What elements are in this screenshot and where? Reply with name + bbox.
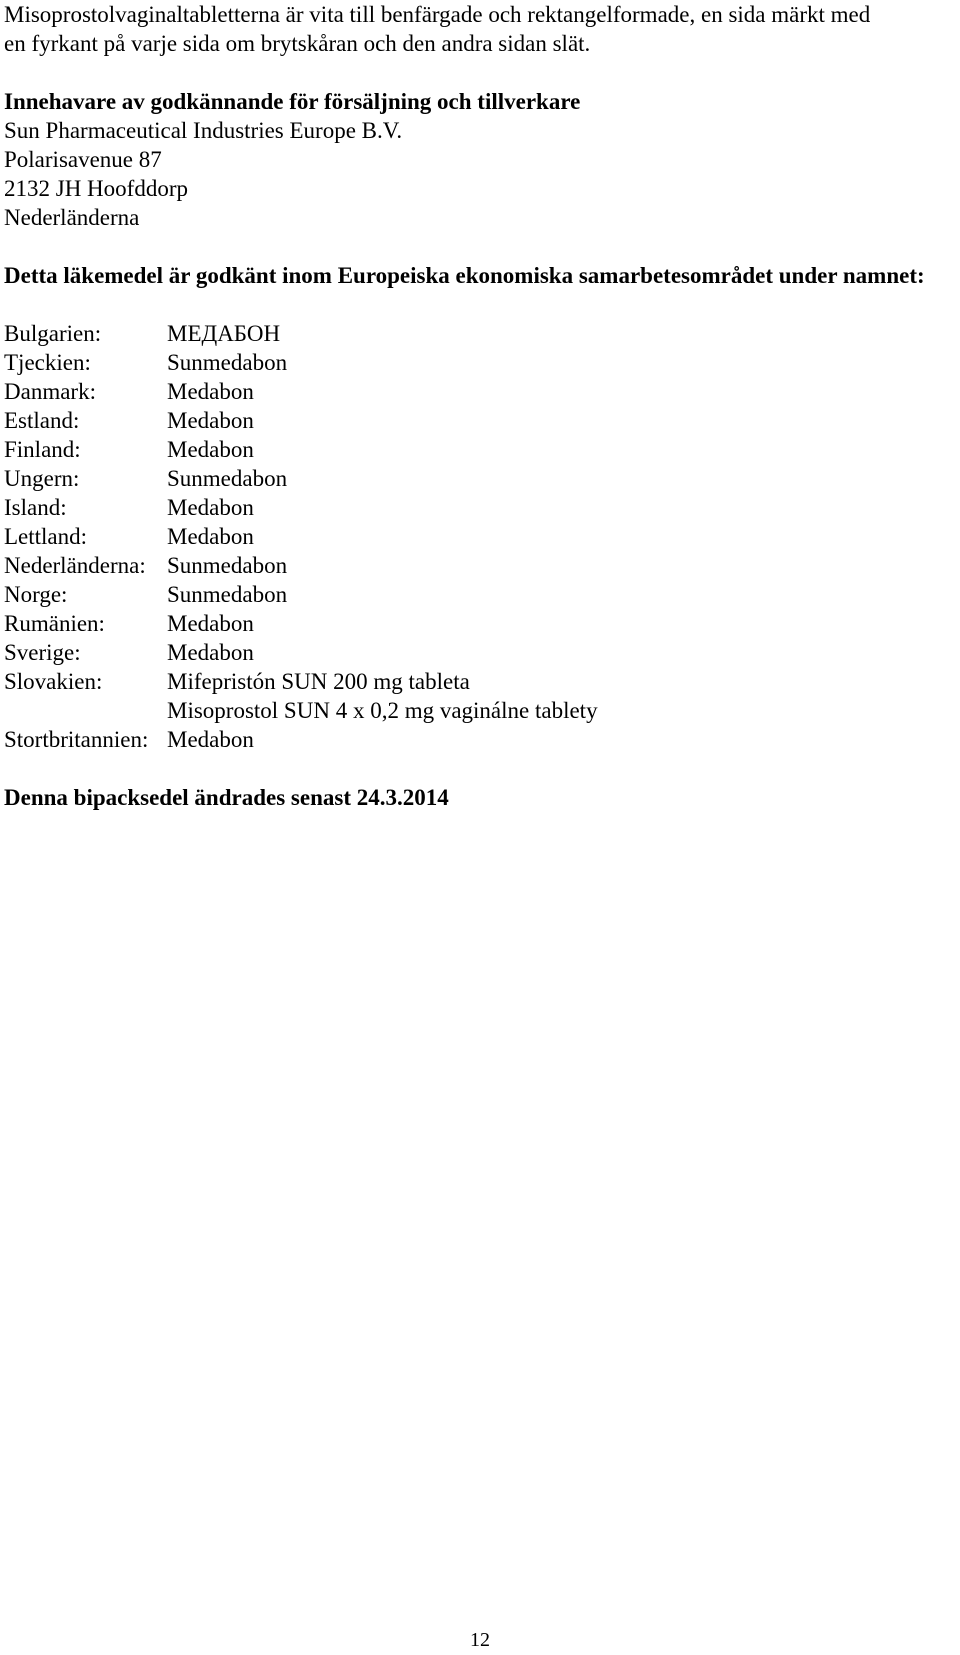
country-label: Sverige: — [4, 640, 81, 665]
revision-date: Denna bipacksedel ändrades senast 24.3.2014 — [4, 785, 449, 810]
country-row — [4, 435, 598, 464]
holder-company: Sun Pharmaceutical Industries Europe B.V. — [4, 118, 403, 143]
holder-heading: Innehavare av godkännande för försäljning och tillverkare — [4, 89, 581, 114]
country-label: Finland: — [4, 437, 81, 462]
country-label: Island: — [4, 495, 67, 520]
country-row — [4, 725, 598, 754]
country-row — [4, 319, 598, 348]
page-number: 12 — [470, 1629, 490, 1651]
product-name: Medabon — [167, 495, 254, 520]
country-row — [4, 522, 598, 551]
country-row — [4, 667, 598, 696]
product-name: Medabon — [167, 640, 254, 665]
country-name-table — [4, 319, 598, 754]
country-row — [4, 348, 598, 377]
holder-country: Nederländerna — [4, 205, 140, 230]
product-name: Medabon — [167, 727, 254, 752]
country-label: Danmark: — [4, 379, 96, 404]
tablet-description-line: Misoprostolvaginaltabletterna är vita till benfärgade och rektangelformade, en sida märkt med — [4, 2, 871, 27]
product-name: Misoprostol SUN 4 x 0,2 mg vaginálne tablety — [167, 698, 598, 723]
leaflet-page — [4, 0, 944, 812]
product-name: Sunmedabon — [167, 553, 288, 578]
product-name: Sunmedabon — [167, 466, 288, 491]
holder-city: 2132 JH Hoofddorp — [4, 176, 188, 201]
country-row — [4, 609, 598, 638]
country-row — [4, 696, 598, 725]
product-name: Medabon — [167, 611, 254, 636]
country-label: Ungern: — [4, 466, 80, 491]
country-row — [4, 377, 598, 406]
country-label: Stortbritannien: — [4, 727, 149, 752]
product-name: Medabon — [167, 408, 254, 433]
tablet-description — [4, 0, 944, 58]
country-row — [4, 638, 598, 667]
tablet-description-line: en fyrkant på varje sida om brytskåran och den andra sidan slät. — [4, 31, 591, 56]
country-label: Rumänien: — [4, 611, 105, 636]
holder-street: Polarisavenue 87 — [4, 147, 162, 172]
country-row — [4, 493, 598, 522]
country-label: Bulgarien: — [4, 321, 102, 346]
product-name: МЕДАБОН — [167, 321, 281, 346]
eea-heading: Detta läkemedel är godkänt inom Europeiska ekonomiska samarbetesområdet under namnet: — [4, 263, 925, 288]
country-row — [4, 464, 598, 493]
country-label: Tjeckien: — [4, 350, 91, 375]
country-label: Estland: — [4, 408, 80, 433]
country-row — [4, 406, 598, 435]
country-label — [4, 696, 167, 725]
product-name: Mifepristón SUN 200 mg tableta — [167, 669, 470, 694]
country-label: Norge: — [4, 582, 68, 607]
product-name: Sunmedabon — [167, 350, 288, 375]
product-name: Medabon — [167, 437, 254, 462]
holder-address — [4, 116, 944, 232]
country-row — [4, 580, 598, 609]
product-name: Sunmedabon — [167, 582, 288, 607]
product-name: Medabon — [167, 524, 254, 549]
country-row — [4, 551, 598, 580]
product-name: Medabon — [167, 379, 254, 404]
country-label: Nederländerna: — [4, 553, 146, 578]
country-label: Lettland: — [4, 524, 88, 549]
country-label: Slovakien: — [4, 669, 103, 694]
